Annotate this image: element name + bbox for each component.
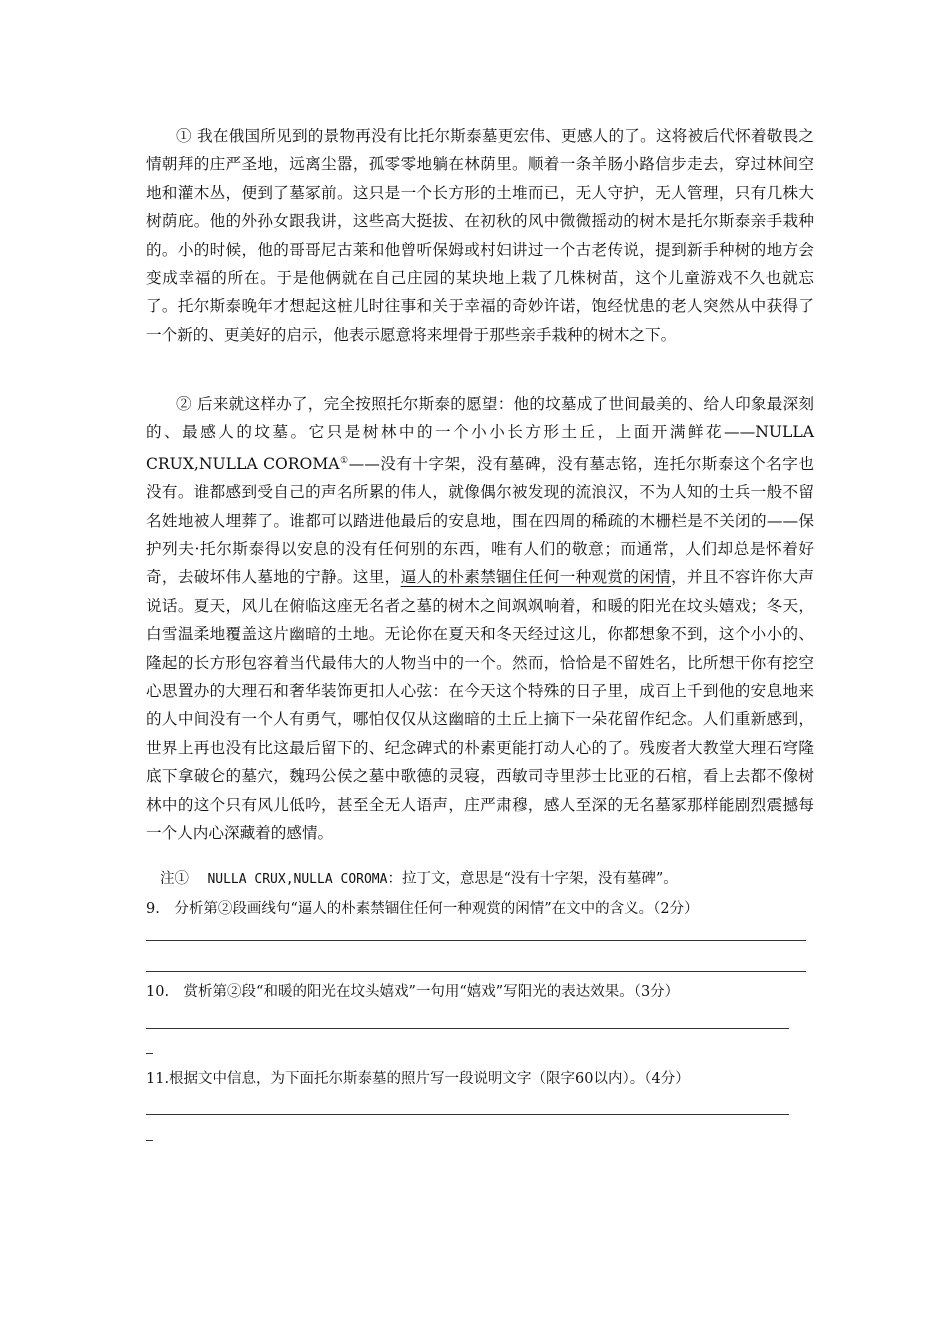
footnote [160, 869, 820, 890]
paragraph-2-text-a: ② 后来就这样办了，完全按照托尔斯泰的愿望：他的坟墓成了世间最美的、给人印象最深刻的、最感人的坟墓。它只是树林中的一个小小长方形土丘，上面开满鲜花——NULLA CRUX,NULLA COROMA [146, 395, 814, 473]
paragraph-2-text-c: ，并且不容许你大声说话。夏天，风儿在俯临这座无名者之墓的树木之间飒飒响着，和暖的阳光在坟头嬉戏；冬天，白雪温柔地覆盖这片幽暗的土地。无论你在夏天和冬天经过这儿，你都想象不到，这个小小的、隆起的长方形包容着当代最伟大的人物当中的一个。然而，恰恰是不留姓名，比所想干你有挖空心思置办的大理石和奢华装饰更扣人心弦：在今天这个特殊的日子里，成百上千到他的安息地来的人中间没有一个人有勇气，哪怕仅仅从这幽暗的土丘上摘下一朵花留作纪念。人们重新感到，世界上再也没有比这最后留下的、纪念碑式的朴素更能打动人心的了。残废者大教堂大理石穹隆底下拿破仑的墓穴，魏玛公侯之墓中歌德的灵寝，西敏司寺里莎士比亚的石棺，看上去都不像树林中的这个只有风儿低吟，甚至全无人语声，庄严肃穆，感人至深的无名墓冢那样能剧烈震撼每一个人内心深藏着的感情。 [146, 568, 814, 843]
question-10: 10. 赏析第②段“和暖的阳光在坟头嬉戏”一句用“嬉戏”写阳光的表达效果。（3分） [146, 984, 680, 1000]
underlined-sentence: 逼人的朴素禁锢住任何一种观赏的闲情 [400, 568, 672, 587]
answer-line-11[interactable] [146, 1114, 789, 1115]
answer-line-10[interactable] [146, 1028, 789, 1029]
footnote-label: 注① [160, 871, 189, 887]
footnote-latin: NULLA CRUX,NULLA COROMA [207, 872, 388, 887]
paragraph-1: ① 我在俄国所见到的景物再没有比托尔斯泰墓更宏伟、更感人的了。这将被后代怀着敬畏之情朝拜的庄严圣地，远离尘嚣，孤零零地躺在林荫里。顺着一条羊肠小路信步走去，穿过林间空地和灌木丛，便到了墓冢前。这只是一个长方形的土堆而已，无人守护，无人管理，只有几株大树荫庇。他的外孙女跟我讲，这些高大挺拔、在初秋的风中微微摇动的树木是托尔斯泰亲手栽种的。小的时候，他的哥哥尼古莱和他曾听保姆或村妇讲过一个古老传说，提到新手种树的地方会变成幸福的所在。于是他俩就在自己庄园的某块地上栽了几株树苗，这个儿童游戏不久也就忘了。托尔斯泰晚年才想起这桩儿时往事和关于幸福的奇妙许诺，饱经忧患的老人突然从中获得了一个新的、更美好的启示，他表示愿意将来埋骨于那些亲手栽种的树木之下。 [146, 127, 814, 344]
question-11: 11.根据文中信息，为下面托尔斯泰墓的照片写一段说明文字（限字60以内）。（4分） [146, 1071, 690, 1087]
question-9: 9. 分析第②段画线句“逼人的朴素禁锢住任何一种观赏的闲情”在文中的含义。（2分） [146, 901, 699, 917]
paragraph-2 [146, 390, 814, 848]
answer-line-11-end [146, 1140, 153, 1141]
footnote-marker: ① [339, 455, 349, 466]
answer-line-9a[interactable] [146, 940, 806, 941]
answer-line-10-end [146, 1053, 153, 1054]
answer-line-9b[interactable] [146, 971, 806, 972]
footnote-text: ：拉丁文，意思是“没有十字架，没有墓碑”。 [387, 871, 678, 887]
paragraph-2-text-b: ——没有十字架，没有墓碑，没有墓志铭，连托尔斯泰这个名字也没有。谁都感到受自己的声名所累的伟人，就像偶尔被发现的流浪汉，不为人知的士兵一般不留名姓地被人埋葬了。谁都可以踏进他最后的安息地，围在四周的稀疏的木栅栏是不关闭的——保护列夫·托尔斯泰得以安息的没有任何别的东西，唯有人们的敬意；而通常，人们却总是怀着好奇，去破坏伟人墓地的宁静。这里， [146, 454, 814, 587]
